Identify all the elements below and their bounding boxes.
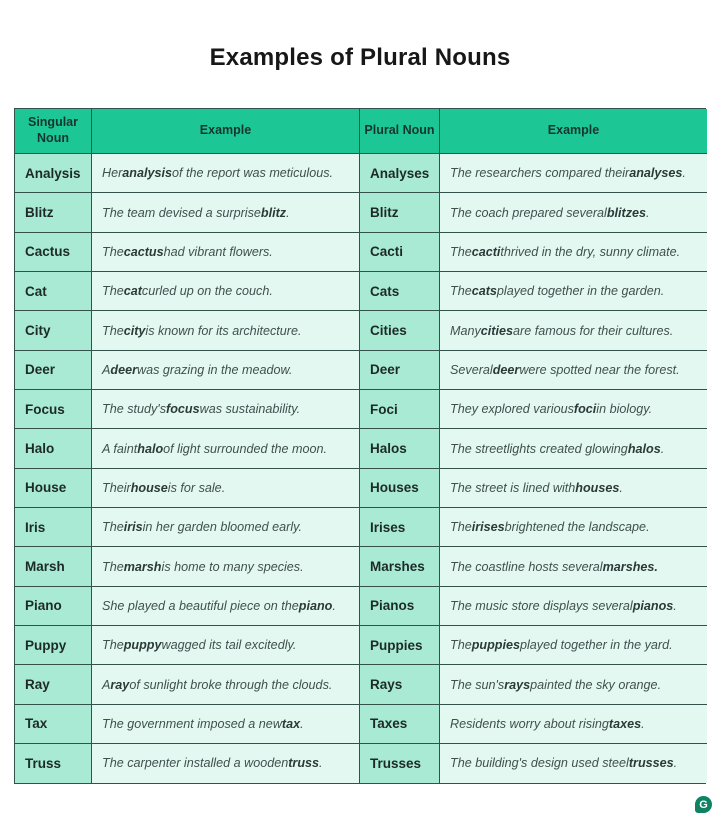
singular-example-cell <box>91 507 359 546</box>
example-text-post: are famous for their cultures. <box>513 323 674 338</box>
example-text-post: . <box>682 166 686 181</box>
example-text-post: played together in the yard. <box>519 638 673 653</box>
example-term-bold: irises <box>471 520 505 535</box>
example-text-post: . <box>673 598 677 613</box>
singular-example-cell <box>91 232 359 271</box>
example-text-pre: The music store displays several <box>450 598 633 613</box>
plural-noun-cell: Taxes <box>359 704 439 743</box>
example-text-post: were spotted near the forest. <box>519 362 680 377</box>
plural-example-cell <box>439 546 707 585</box>
example-text-post: . <box>673 756 678 771</box>
example-text-pre: The building's design used steel <box>450 756 629 771</box>
plural-noun-cell: Pianos <box>359 586 439 625</box>
plural-example-cell <box>439 310 707 349</box>
example-text-post: wagged its tail excitedly. <box>161 638 297 653</box>
example-term-bold: tax <box>281 716 301 731</box>
singular-example-cell <box>91 271 359 310</box>
example-text-pre: The sun's <box>450 677 505 692</box>
header-plural-example: Example <box>439 109 707 153</box>
example-text-post: had vibrant flowers. <box>163 244 273 259</box>
example-text-pre: Many <box>450 323 481 338</box>
example-text-pre: The <box>450 244 472 259</box>
example-text-pre: The study's <box>102 402 167 417</box>
plural-example-cell <box>439 153 707 192</box>
plural-noun-cell: Marshes <box>359 546 439 585</box>
example-term-bold: analyses <box>629 166 683 181</box>
plural-example-cell <box>439 743 707 782</box>
singular-example-cell <box>91 468 359 507</box>
example-text-post: of the report was meticulous. <box>172 166 334 181</box>
example-text-post: . <box>660 441 665 456</box>
singular-example-cell <box>91 625 359 664</box>
example-term-bold: cactus <box>123 244 164 259</box>
plural-noun-cell: Foci <box>359 389 439 428</box>
example-term-bold: halo <box>137 441 164 456</box>
example-text-pre: The <box>102 520 124 535</box>
example-text-post: . <box>319 756 323 771</box>
example-text-pre: The street is lined with <box>450 480 576 495</box>
example-text-post: . <box>286 205 290 220</box>
plural-noun-cell: Trusses <box>359 743 439 782</box>
example-term-bold: focus <box>166 402 200 417</box>
example-text-post: brightened the landscape. <box>504 520 650 535</box>
singular-noun-cell: Deer <box>15 350 91 389</box>
example-text-post: painted the sky orange. <box>530 677 662 692</box>
plural-nouns-table <box>14 108 706 784</box>
singular-example-cell <box>91 192 359 231</box>
example-text-pre: The <box>450 284 472 299</box>
example-text-pre: A faint <box>102 441 138 456</box>
singular-noun-cell: Iris <box>15 507 91 546</box>
example-text-post: . <box>646 205 650 220</box>
example-term-bold: marsh <box>123 559 162 574</box>
plural-example-cell <box>439 350 707 389</box>
example-text-post: is for sale. <box>167 480 226 495</box>
plural-example-cell <box>439 232 707 271</box>
example-term-bold: iris <box>123 520 143 535</box>
singular-noun-cell: Cat <box>15 271 91 310</box>
example-term-bold: ray <box>110 677 130 692</box>
plural-noun-cell: Analyses <box>359 153 439 192</box>
plural-noun-cell: Houses <box>359 468 439 507</box>
example-term-bold: taxes <box>608 716 642 731</box>
example-text-pre: The government imposed a new <box>102 716 282 731</box>
plural-noun-cell: Puppies <box>359 625 439 664</box>
example-term-bold: blitzes <box>606 205 647 220</box>
example-term-bold: foci <box>573 402 597 417</box>
singular-example-cell <box>91 546 359 585</box>
example-text-post: was grazing in the meadow. <box>137 362 293 377</box>
example-text-post: thrived in the dry, sunny climate. <box>500 244 681 259</box>
example-text-post: . <box>641 716 645 731</box>
singular-noun-cell: Piano <box>15 586 91 625</box>
example-term-bold: puppies <box>471 638 520 653</box>
singular-example-cell <box>91 310 359 349</box>
plural-example-cell <box>439 664 707 703</box>
plural-example-cell <box>439 704 707 743</box>
example-term-bold: deer <box>492 362 520 377</box>
example-term-bold: house <box>130 480 168 495</box>
singular-noun-cell: Ray <box>15 664 91 703</box>
plural-noun-cell: Deer <box>359 350 439 389</box>
example-term-bold: deer <box>110 362 138 377</box>
page-title: Examples of Plural Nouns <box>209 44 511 71</box>
example-term-bold: halos <box>627 441 661 456</box>
example-text-pre: They explored various <box>450 402 574 417</box>
example-term-bold: marshes. <box>602 559 658 574</box>
example-text-post: . <box>332 598 336 613</box>
example-term-bold: pianos <box>632 598 674 613</box>
example-text-pre: A <box>102 677 111 692</box>
example-text-pre: She played a beautiful piece on the <box>102 598 299 613</box>
plural-example-cell <box>439 468 707 507</box>
example-text-pre: Residents worry about rising <box>450 716 609 731</box>
grammarly-logo-icon: G <box>695 796 712 813</box>
singular-noun-cell: Tax <box>15 704 91 743</box>
singular-example-cell <box>91 586 359 625</box>
plural-noun-cell: Cacti <box>359 232 439 271</box>
singular-noun-cell: Halo <box>15 428 91 467</box>
example-text-pre: The <box>102 323 124 338</box>
example-text-pre: Several <box>450 362 493 377</box>
example-text-pre: The <box>102 559 124 574</box>
example-text-pre: Their <box>102 480 131 495</box>
singular-example-cell <box>91 664 359 703</box>
singular-noun-cell: Blitz <box>15 192 91 231</box>
singular-noun-cell: Marsh <box>15 546 91 585</box>
plural-example-cell <box>439 389 707 428</box>
singular-example-cell <box>91 389 359 428</box>
header-plural-noun: Plural Noun <box>359 109 439 153</box>
plural-example-cell <box>439 192 707 231</box>
example-term-bold: trusses <box>628 756 674 771</box>
example-text-pre: Her <box>102 166 123 181</box>
example-text-post: was sustainability. <box>199 402 301 417</box>
singular-example-cell <box>91 153 359 192</box>
example-text-post: is known for its architecture. <box>145 323 302 338</box>
example-text-post: is home to many species. <box>161 559 304 574</box>
example-text-post: in biology. <box>596 402 653 417</box>
example-text-pre: A <box>102 362 111 377</box>
example-text-post: curled up on the couch. <box>141 284 273 299</box>
plural-noun-cell: Halos <box>359 428 439 467</box>
plural-noun-cell: Cats <box>359 271 439 310</box>
example-text-post: in her garden bloomed early. <box>142 520 302 535</box>
example-text-pre: The coach prepared several <box>450 205 607 220</box>
example-text-post: . <box>300 716 304 731</box>
plural-noun-cell: Blitz <box>359 192 439 231</box>
header-singular-example: Example <box>91 109 359 153</box>
plural-noun-cell: Rays <box>359 664 439 703</box>
example-term-bold: puppy <box>123 638 162 653</box>
singular-noun-cell: Analysis <box>15 153 91 192</box>
plural-example-cell <box>439 271 707 310</box>
example-term-bold: houses <box>575 480 620 495</box>
singular-noun-cell: Truss <box>15 743 91 782</box>
example-text-post: of light surrounded the moon. <box>163 441 327 456</box>
singular-noun-cell: House <box>15 468 91 507</box>
example-term-bold: city <box>123 323 146 338</box>
example-term-bold: cat <box>123 284 142 299</box>
example-text-pre: The streetlights created glowing <box>450 441 628 456</box>
singular-example-cell <box>91 428 359 467</box>
example-text-pre: The researchers compared their <box>450 166 630 181</box>
example-text-pre: The <box>102 638 124 653</box>
plural-noun-cell: Irises <box>359 507 439 546</box>
example-term-bold: truss <box>288 756 320 771</box>
plural-noun-cell: Cities <box>359 310 439 349</box>
singular-example-cell <box>91 350 359 389</box>
example-text-pre: The <box>450 520 472 535</box>
plural-example-cell <box>439 428 707 467</box>
singular-noun-cell: Focus <box>15 389 91 428</box>
singular-example-cell <box>91 704 359 743</box>
example-text-post: played together in the garden. <box>496 284 665 299</box>
example-term-bold: blitz <box>260 205 287 220</box>
example-term-bold: cacti <box>471 244 501 259</box>
plural-example-cell <box>439 586 707 625</box>
singular-noun-cell: Puppy <box>15 625 91 664</box>
example-term-bold: cats <box>471 284 497 299</box>
example-text-post: of sunlight broke through the clouds. <box>129 677 333 692</box>
example-text-pre: The carpenter installed a wooden <box>102 756 289 771</box>
singular-noun-cell: City <box>15 310 91 349</box>
singular-example-cell <box>91 743 359 782</box>
example-text-pre: The coastline hosts several <box>450 559 603 574</box>
example-text-pre: The team devised a surprise <box>102 205 261 220</box>
example-term-bold: cities <box>480 323 514 338</box>
example-text-pre: The <box>450 638 472 653</box>
singular-noun-cell: Cactus <box>15 232 91 271</box>
header-singular-noun: Singular Noun <box>15 109 91 153</box>
example-text-post: . <box>619 480 623 495</box>
example-term-bold: piano <box>298 598 333 613</box>
example-term-bold: analysis <box>122 166 173 181</box>
plural-example-cell <box>439 625 707 664</box>
example-text-pre: The <box>102 284 124 299</box>
example-term-bold: rays <box>504 677 531 692</box>
example-text-pre: The <box>102 244 124 259</box>
plural-example-cell <box>439 507 707 546</box>
